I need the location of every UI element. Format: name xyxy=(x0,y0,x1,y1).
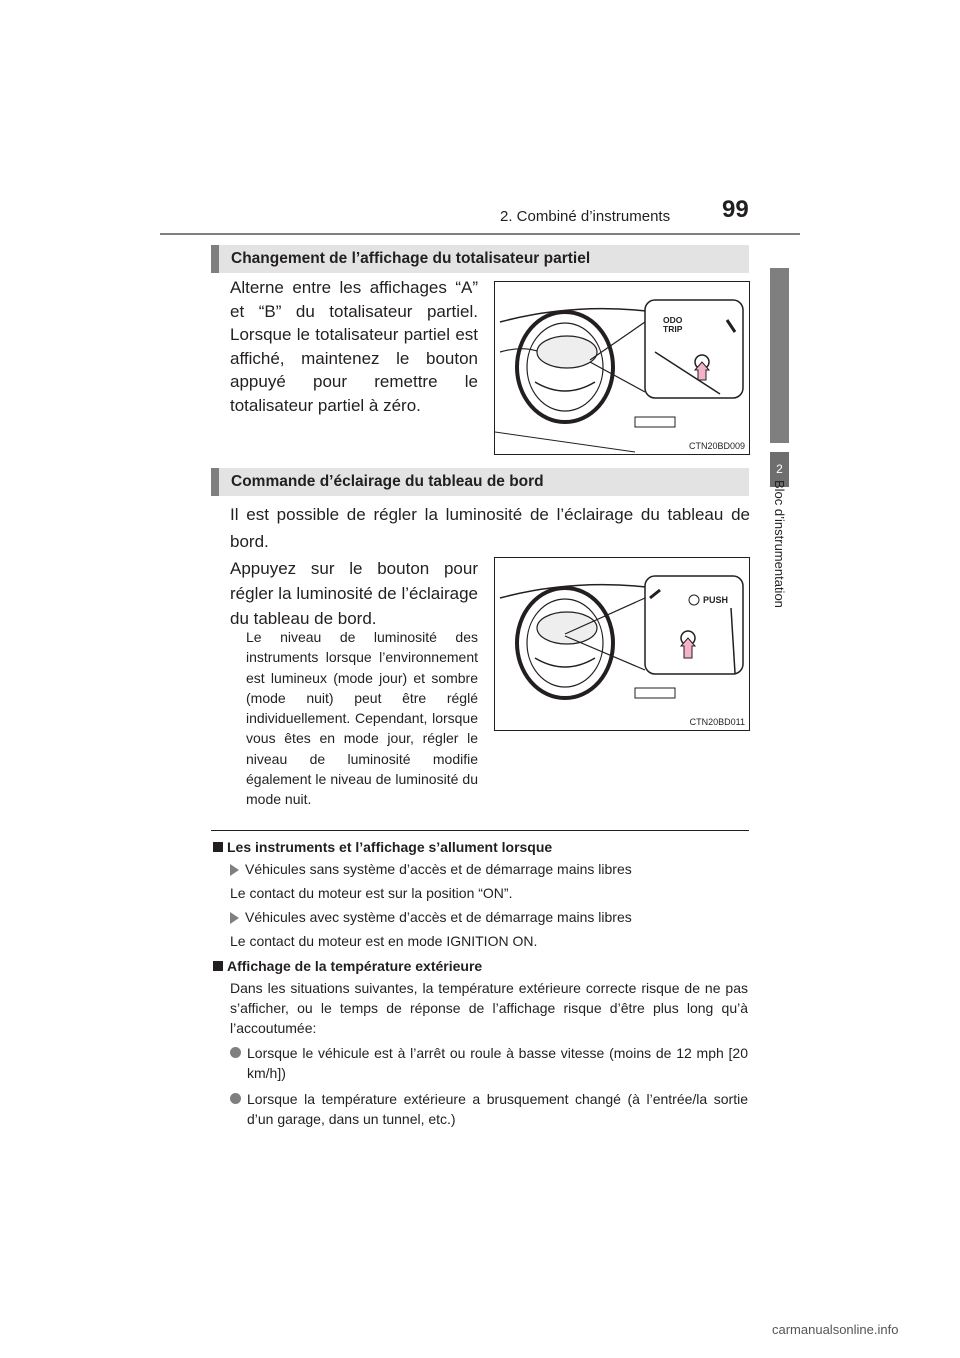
notes-rule xyxy=(211,830,749,831)
note-subitem-text: Véhicules avec système d’accès et de démarrage mains libres xyxy=(245,909,632,925)
odo-label: ODO xyxy=(663,315,683,325)
note-subitem-text: Véhicules sans système d’accès et de démarrage mains libres xyxy=(245,861,632,877)
side-section-title xyxy=(771,480,791,640)
header-rule xyxy=(160,233,800,235)
section-intro-brightness: Il est possible de régler la luminosité de l’éclairage du tableau de bord. xyxy=(230,505,750,551)
square-bullet-icon xyxy=(213,961,223,971)
figure-odo-trip xyxy=(494,281,750,455)
dashboard-illustration xyxy=(495,282,749,454)
circle-bullet-icon xyxy=(230,1093,241,1104)
section-heading-trip: Changement de l’affichage du totalisateur partiel xyxy=(211,245,749,273)
section-heading-brightness: Commande d’éclairage du tableau de bord xyxy=(211,468,749,496)
section-detail-brightness: Le niveau de luminosité des instruments lorsque l’environnement est lumineux (mode jour) et sombre (mode nuit) peut être réglé individuellement. Cependant, lorsque vous êtes en mode jour, régler le niveau de luminosité modifie également le niveau de luminosité du mode nuit. xyxy=(246,629,478,808)
note-title-text: Affichage de la température extérieure xyxy=(227,958,483,974)
note-text-temperature: Dans les situations suivantes, la température extérieure correcte risque de ne pas s’afficher, ou le temps de réponse de l’affichage risque d’être plus long qu’à l’accoutumée: xyxy=(230,980,748,1036)
figure-brightness-push xyxy=(494,557,750,731)
note-subitem-without-smart-key xyxy=(230,859,632,879)
note-title-instruments xyxy=(213,837,552,857)
triangle-bullet-icon xyxy=(230,912,239,924)
section-body-trip: Alterne entre les affichages “A” et “B” du totalisateur partiel. Lorsque le totalisateur partiel est affiché, maintenez le bouton appuyé pour remettre le totalisateur partiel à zéro. xyxy=(230,278,478,415)
circle-bullet-icon xyxy=(230,1047,241,1058)
note-bullet-text: Lorsque la température extérieure a brusquement changé (à l’entrée/la sortie d’un garage, dans un tunnel, etc.) xyxy=(247,1091,748,1127)
watermark: carmanualsonline.info xyxy=(772,1322,899,1337)
figure-code: CTN20BD009 xyxy=(688,441,745,451)
note-bullet-low-speed xyxy=(230,1043,748,1083)
chapter-title: 2. Combiné d’instruments xyxy=(500,208,671,225)
section-body-brightness: Appuyez sur le bouton pour régler la luminosité de l’éclairage du tableau de bord. xyxy=(230,559,478,628)
note-bullet-text: Lorsque le véhicule est à l’arrêt ou roule à basse vitesse (moins de 12 mph [20 km/h]) xyxy=(247,1045,748,1081)
dashboard-illustration xyxy=(495,558,749,730)
note-title-temperature xyxy=(213,956,482,976)
note-bullet-temp-change xyxy=(230,1089,748,1129)
triangle-bullet-icon xyxy=(230,864,239,876)
odo-trip-label xyxy=(663,316,682,334)
side-tab-bar xyxy=(770,268,789,443)
side-tab-number: 2 xyxy=(770,452,789,487)
trip-label: TRIP xyxy=(663,324,683,334)
note-text-on-position: Le contact du moteur est sur la position “ON”. xyxy=(230,885,513,901)
page-number: 99 xyxy=(722,196,749,223)
note-subitem-with-smart-key xyxy=(230,907,632,927)
side-section-title-text: Bloc d’instrumentation xyxy=(772,480,787,608)
square-bullet-icon xyxy=(213,842,223,852)
push-label: PUSH xyxy=(703,595,729,605)
note-text-ignition-on: Le contact du moteur est en mode IGNITION ON. xyxy=(230,933,538,949)
figure-code: CTN20BD011 xyxy=(689,717,745,727)
note-title-text: Les instruments et l’affichage s’allument lorsque xyxy=(227,839,553,855)
